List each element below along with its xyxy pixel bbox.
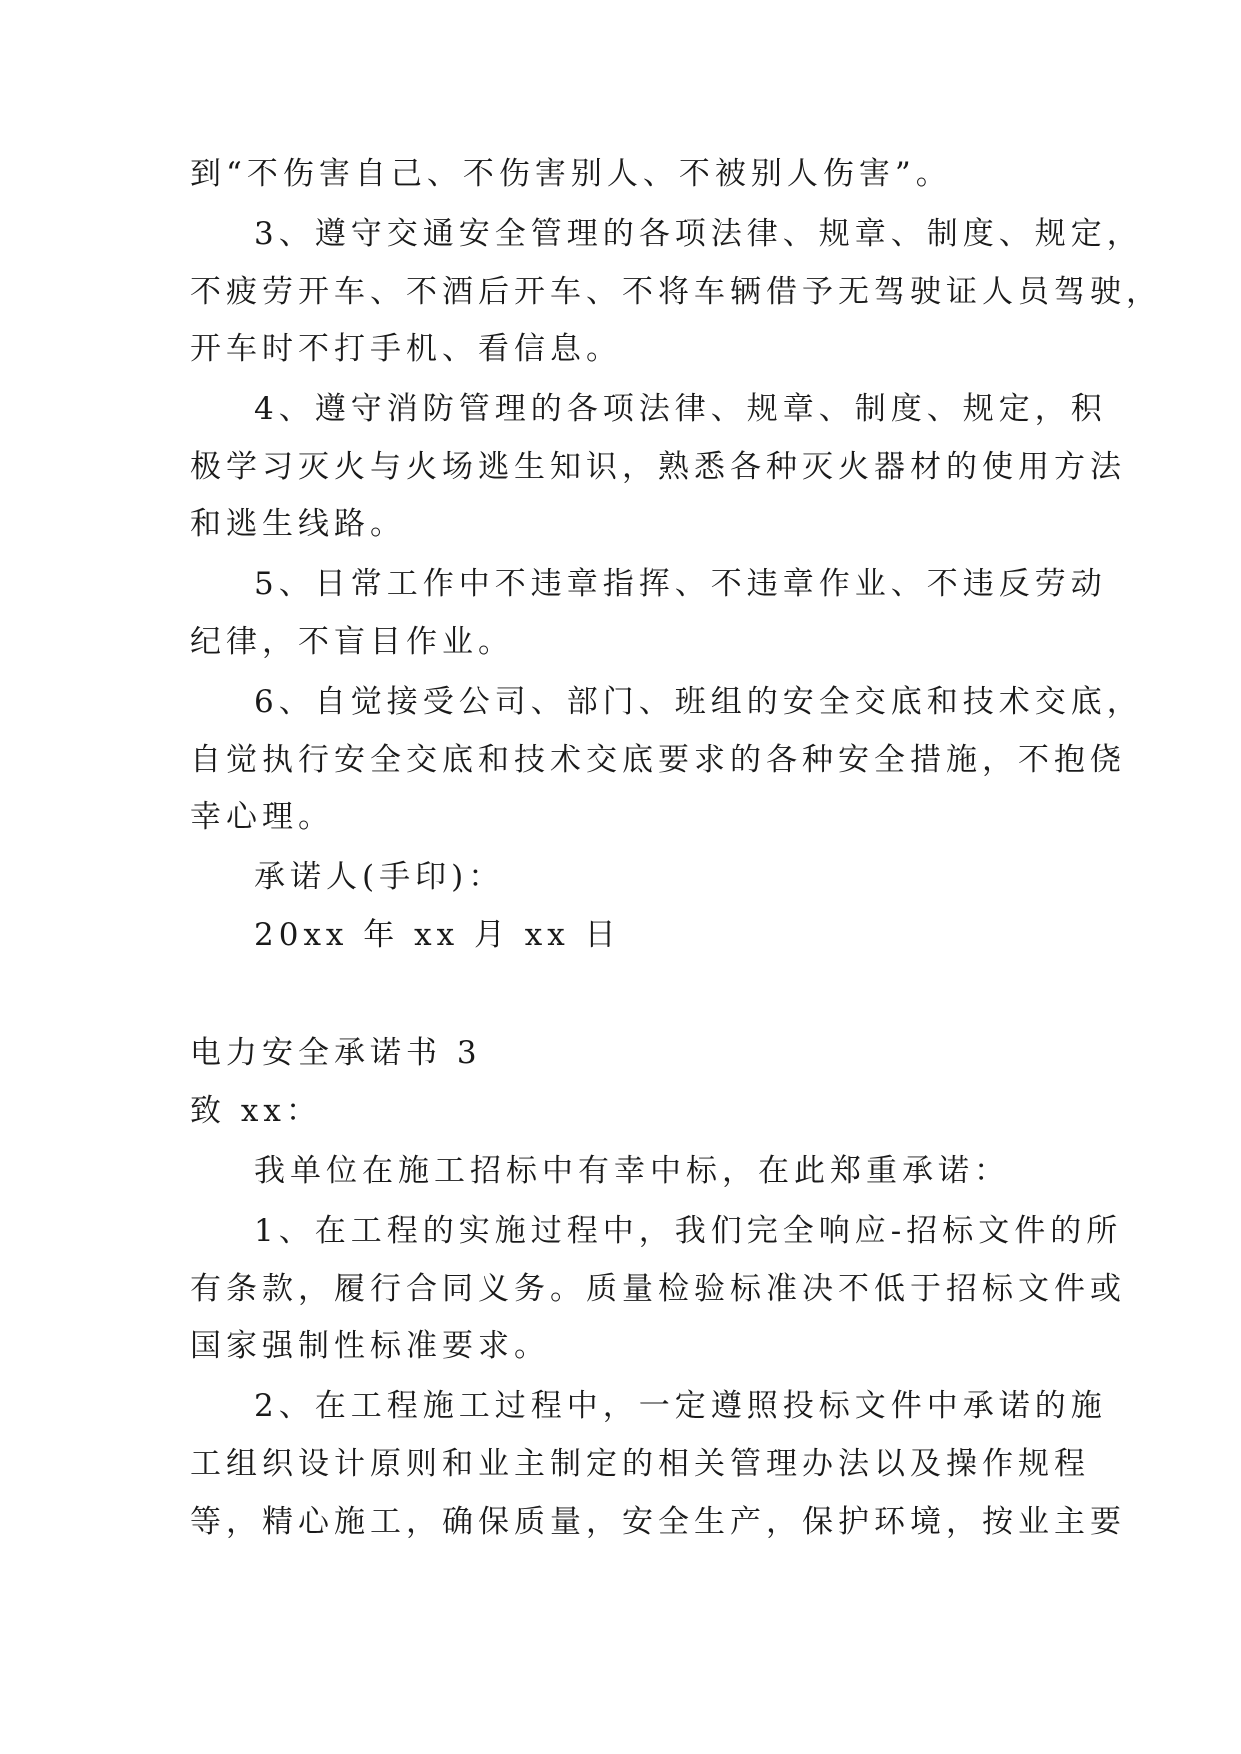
paragraph-line: 不疲劳开车、不酒后开车、不将车辆借予无驾驶证人员驾驶，	[190, 274, 1162, 310]
paragraph-line: 到“不伤害自己、不伤害别人、不被别人伤害”。	[190, 156, 952, 192]
paragraph-line: 自觉执行安全交底和技术交底要求的各种安全措施，不抱侥	[190, 742, 1126, 778]
paragraph-line: 幸心理。	[190, 799, 334, 835]
paragraph-line: 国家强制性标准要求。	[190, 1328, 550, 1364]
paragraph-line: 开车时不打手机、看信息。	[190, 331, 622, 367]
paragraph-line: 有条款，履行合同义务。质量检验标准决不低于招标文件或	[190, 1271, 1126, 1307]
addressee: 致 xx：	[190, 1093, 322, 1129]
paragraph-line: 工组织设计原则和业主制定的相关管理办法以及操作规程	[190, 1446, 1090, 1482]
paragraph-line: 等，精心施工，确保质量，安全生产，保护环境，按业主要	[190, 1504, 1126, 1540]
intro-line: 我单位在施工招标中有幸中标，在此郑重承诺：	[254, 1153, 1010, 1189]
paragraph-line: 5、日常工作中不违章指挥、不违章作业、不违反劳动	[254, 566, 1107, 602]
signer-label: 承诺人(手印)：	[254, 859, 505, 895]
paragraph-line: 和逃生线路。	[190, 506, 406, 542]
paragraph-line: 极学习灭火与火场逃生知识，熟悉各种灭火器材的使用方法	[190, 449, 1126, 485]
paragraph-line: 3、遵守交通安全管理的各项法律、规章、制度、规定，	[254, 216, 1143, 252]
paragraph-line: 1、在工程的实施过程中，我们完全响应-招标文件的所	[254, 1213, 1123, 1249]
paragraph-line: 4、遵守消防管理的各项法律、规章、制度、规定，积	[254, 391, 1107, 427]
paragraph-line: 纪律，不盲目作业。	[190, 624, 514, 660]
paragraph-line: 6、自觉接受公司、部门、班组的安全交底和技术交底，	[254, 684, 1143, 720]
section-title: 电力安全承诺书 3	[190, 1035, 482, 1071]
paragraph-line: 2、在工程施工过程中，一定遵照投标文件中承诺的施	[254, 1388, 1107, 1424]
date-line: 20xx 年 xx 月 xx 日	[254, 917, 621, 953]
